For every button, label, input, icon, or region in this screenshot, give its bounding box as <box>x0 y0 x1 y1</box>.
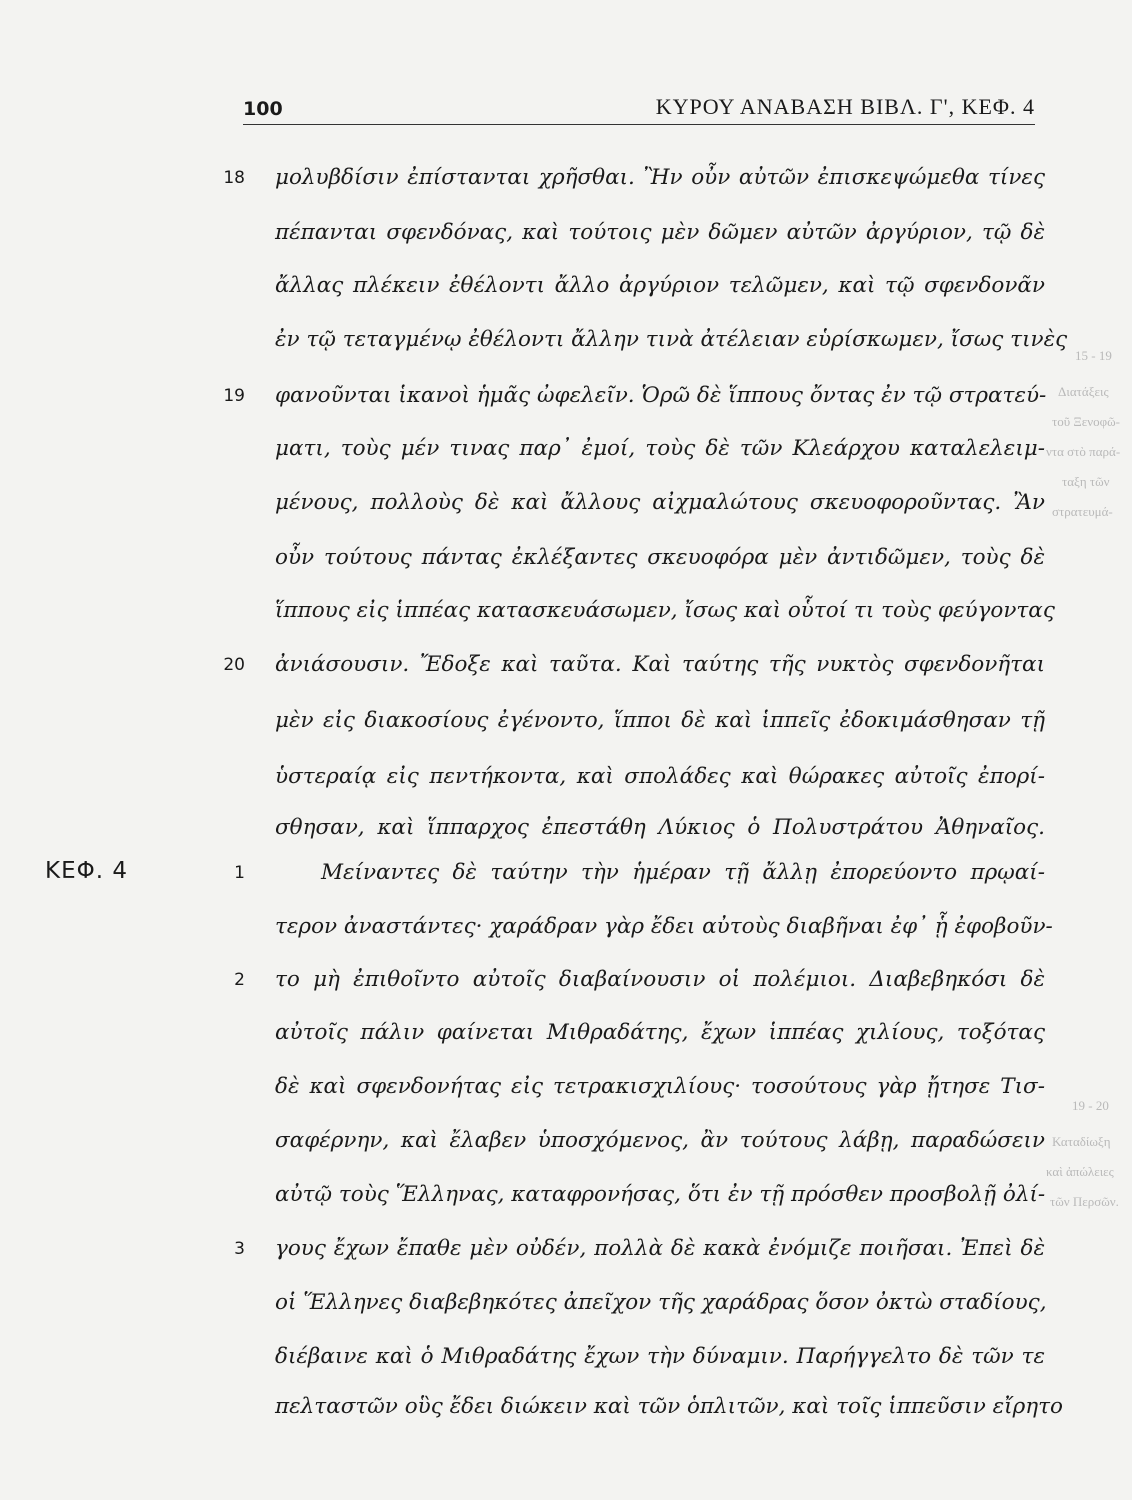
text-line: διέβαινε καὶ ὁ Μιθραδάτης ἔχων τὴν δύναμιν. Παρήγγελτο δὲ τῶν τε <box>275 1344 1045 1369</box>
text-line: δὲ καὶ σφενδονήτας εἰς τετρακισχιλίους· τοσούτους γὰρ ᾔτησε Τισ- <box>275 1074 1045 1099</box>
text-line: σαφέρνην, καὶ ἔλαβεν ὑποσχόμενος, ἂν τούτους λάβῃ, παραδώσειν <box>275 1128 1045 1153</box>
text-line: αὐτοῖς πάλιν φαίνεται Μιθραδάτης, ἔχων ἱππέας χιλίους, τοξότας <box>275 1020 1045 1045</box>
text-line: γους ἔχων ἔπαθε μὲν οὐδέν, πολλὰ δὲ κακὰ ἐνόμιζε ποιῆσαι. Ἐπεὶ δὲ <box>275 1236 1045 1261</box>
section-number: 19 <box>223 386 245 406</box>
margin-note: τοῦ Ξενοφῶ- <box>1052 414 1120 429</box>
text-line: τερον ἀναστάντες· χαράδραν γὰρ ἔδει αὐτοὺς διαβῆναι ἐφ᾿ ᾗ ἐφοβοῦν- <box>275 914 1053 939</box>
text-line: μολυβδίσιν ἐπίστανται χρῆσθαι. Ἢν οὖν αὐτῶν ἐπισκεψώμεθα τίνες <box>275 165 1045 190</box>
text-line: ὑστεραίᾳ εἰς πεντήκοντα, καὶ σπολάδες καὶ θώρακες αὐτοῖς ἐπορί- <box>275 764 1045 789</box>
margin-note: καὶ ἀπώλειες <box>1046 1164 1114 1179</box>
text-line: οἱ Ἕλληνες διαβεβηκότες ἀπεῖχον τῆς χαράδρας ὅσον ὀκτὼ σταδίους, <box>275 1290 1047 1315</box>
running-title: ΚΥΡΟΥ ΑΝΑΒΑΣΗ ΒΙΒΛ. Γ', ΚΕΦ. 4 <box>655 94 1035 119</box>
text-line: οὖν τούτους πάντας ἐκλέξαντες σκευοφόρα μὲν ἀντιδῶμεν, τοὺς δὲ <box>275 545 1045 570</box>
text-line: αὐτῷ τοὺς Ἕλληνας, καταφρονήσας, ὅτι ἐν τῇ πρόσθεν προσβολῇ ὀλί- <box>275 1182 1046 1207</box>
margin-note: 15 - 19 <box>1075 348 1112 363</box>
text-line: το μὴ ἐπιθοῖντο αὐτοῖς διαβαίνουσιν οἱ πολέμιοι. Διαβεβηκόσι δὲ <box>275 967 1045 992</box>
section-number: 3 <box>234 1239 245 1259</box>
text-line: Μείναντες δὲ ταύτην τὴν ἡμέραν τῇ ἄλλῃ ἐπορεύοντο πρῳαί- <box>321 860 1045 885</box>
margin-note: τῶν Περσῶν. <box>1050 1194 1119 1209</box>
text-line: ἵππους εἰς ἱππέας κατασκευάσωμεν, ἴσως καὶ οὗτοί τι τοὺς φεύγοντας <box>275 598 1055 623</box>
text-line: ἄλλας πλέκειν ἐθέλοντι ἄλλο ἀργύριον τελῶμεν, καὶ τῷ σφενδονᾶν <box>275 273 1045 298</box>
margin-note: ντα στὸ παρά- <box>1046 444 1121 459</box>
text-line: μὲν εἰς διακοσίους ἐγένοντο, ἵπποι δὲ καὶ ἱππεῖς ἐδοκιμάσθησαν τῇ <box>275 708 1045 733</box>
text-line: σθησαν, καὶ ἵππαρχος ἐπεστάθη Λύκιος ὁ Πολυστράτου Ἀθηναῖος. <box>275 815 1045 840</box>
text-line: ἐν τῷ τεταγμένῳ ἐθέλοντι ἄλλην τινὰ ἀτέλειαν εὑρίσκωμεν, ἴσως τινὲς <box>275 327 1068 352</box>
section-number: 20 <box>223 655 245 675</box>
text-line: φανοῦνται ἱκανοὶ ἡμᾶς ὠφελεῖν. Ὁρῶ δὲ ἵππους ὄντας ἐν τῷ στρατεύ- <box>275 383 1047 408</box>
margin-note: 19 - 20 <box>1072 1098 1109 1113</box>
section-number: 18 <box>223 168 245 188</box>
margin-note: Διατάξεις <box>1058 384 1109 399</box>
text-line: ματι, τοὺς μέν τινας παρ᾿ ἐμοί, τοὺς δὲ τῶν Κλεάρχου καταλελειμ- <box>275 436 1045 461</box>
text-line: πελταστῶν οὓς ἔδει διώκειν καὶ τῶν ὁπλιτῶν, καὶ τοῖς ἱππεῦσιν εἴρητο <box>275 1394 1063 1419</box>
chapter-label: ΚΕΦ. 4 <box>45 858 128 884</box>
page-header <box>243 90 1035 125</box>
margin-note: στρατευμά- <box>1052 504 1113 519</box>
section-number: 2 <box>234 970 245 990</box>
section-number: 1 <box>234 863 245 883</box>
margin-note: Καταδίωξη <box>1052 1134 1111 1149</box>
text-line: ἀνιάσουσιν. Ἔδοξε καὶ ταῦτα. Καὶ ταύτης τῆς νυκτὸς σφενδονῆται <box>275 652 1045 677</box>
text-line: μένους, πολλοὺς δὲ καὶ ἄλλους αἰχμαλώτους σκευοφοροῦντας. Ἂν <box>275 490 1045 515</box>
margin-note: ταξη τῶν <box>1062 474 1110 489</box>
text-line: πέπανται σφενδόνας, καὶ τούτοις μὲν δῶμεν αὐτῶν ἀργύριον, τῷ δὲ <box>275 220 1045 245</box>
page-number: 100 <box>243 98 283 120</box>
